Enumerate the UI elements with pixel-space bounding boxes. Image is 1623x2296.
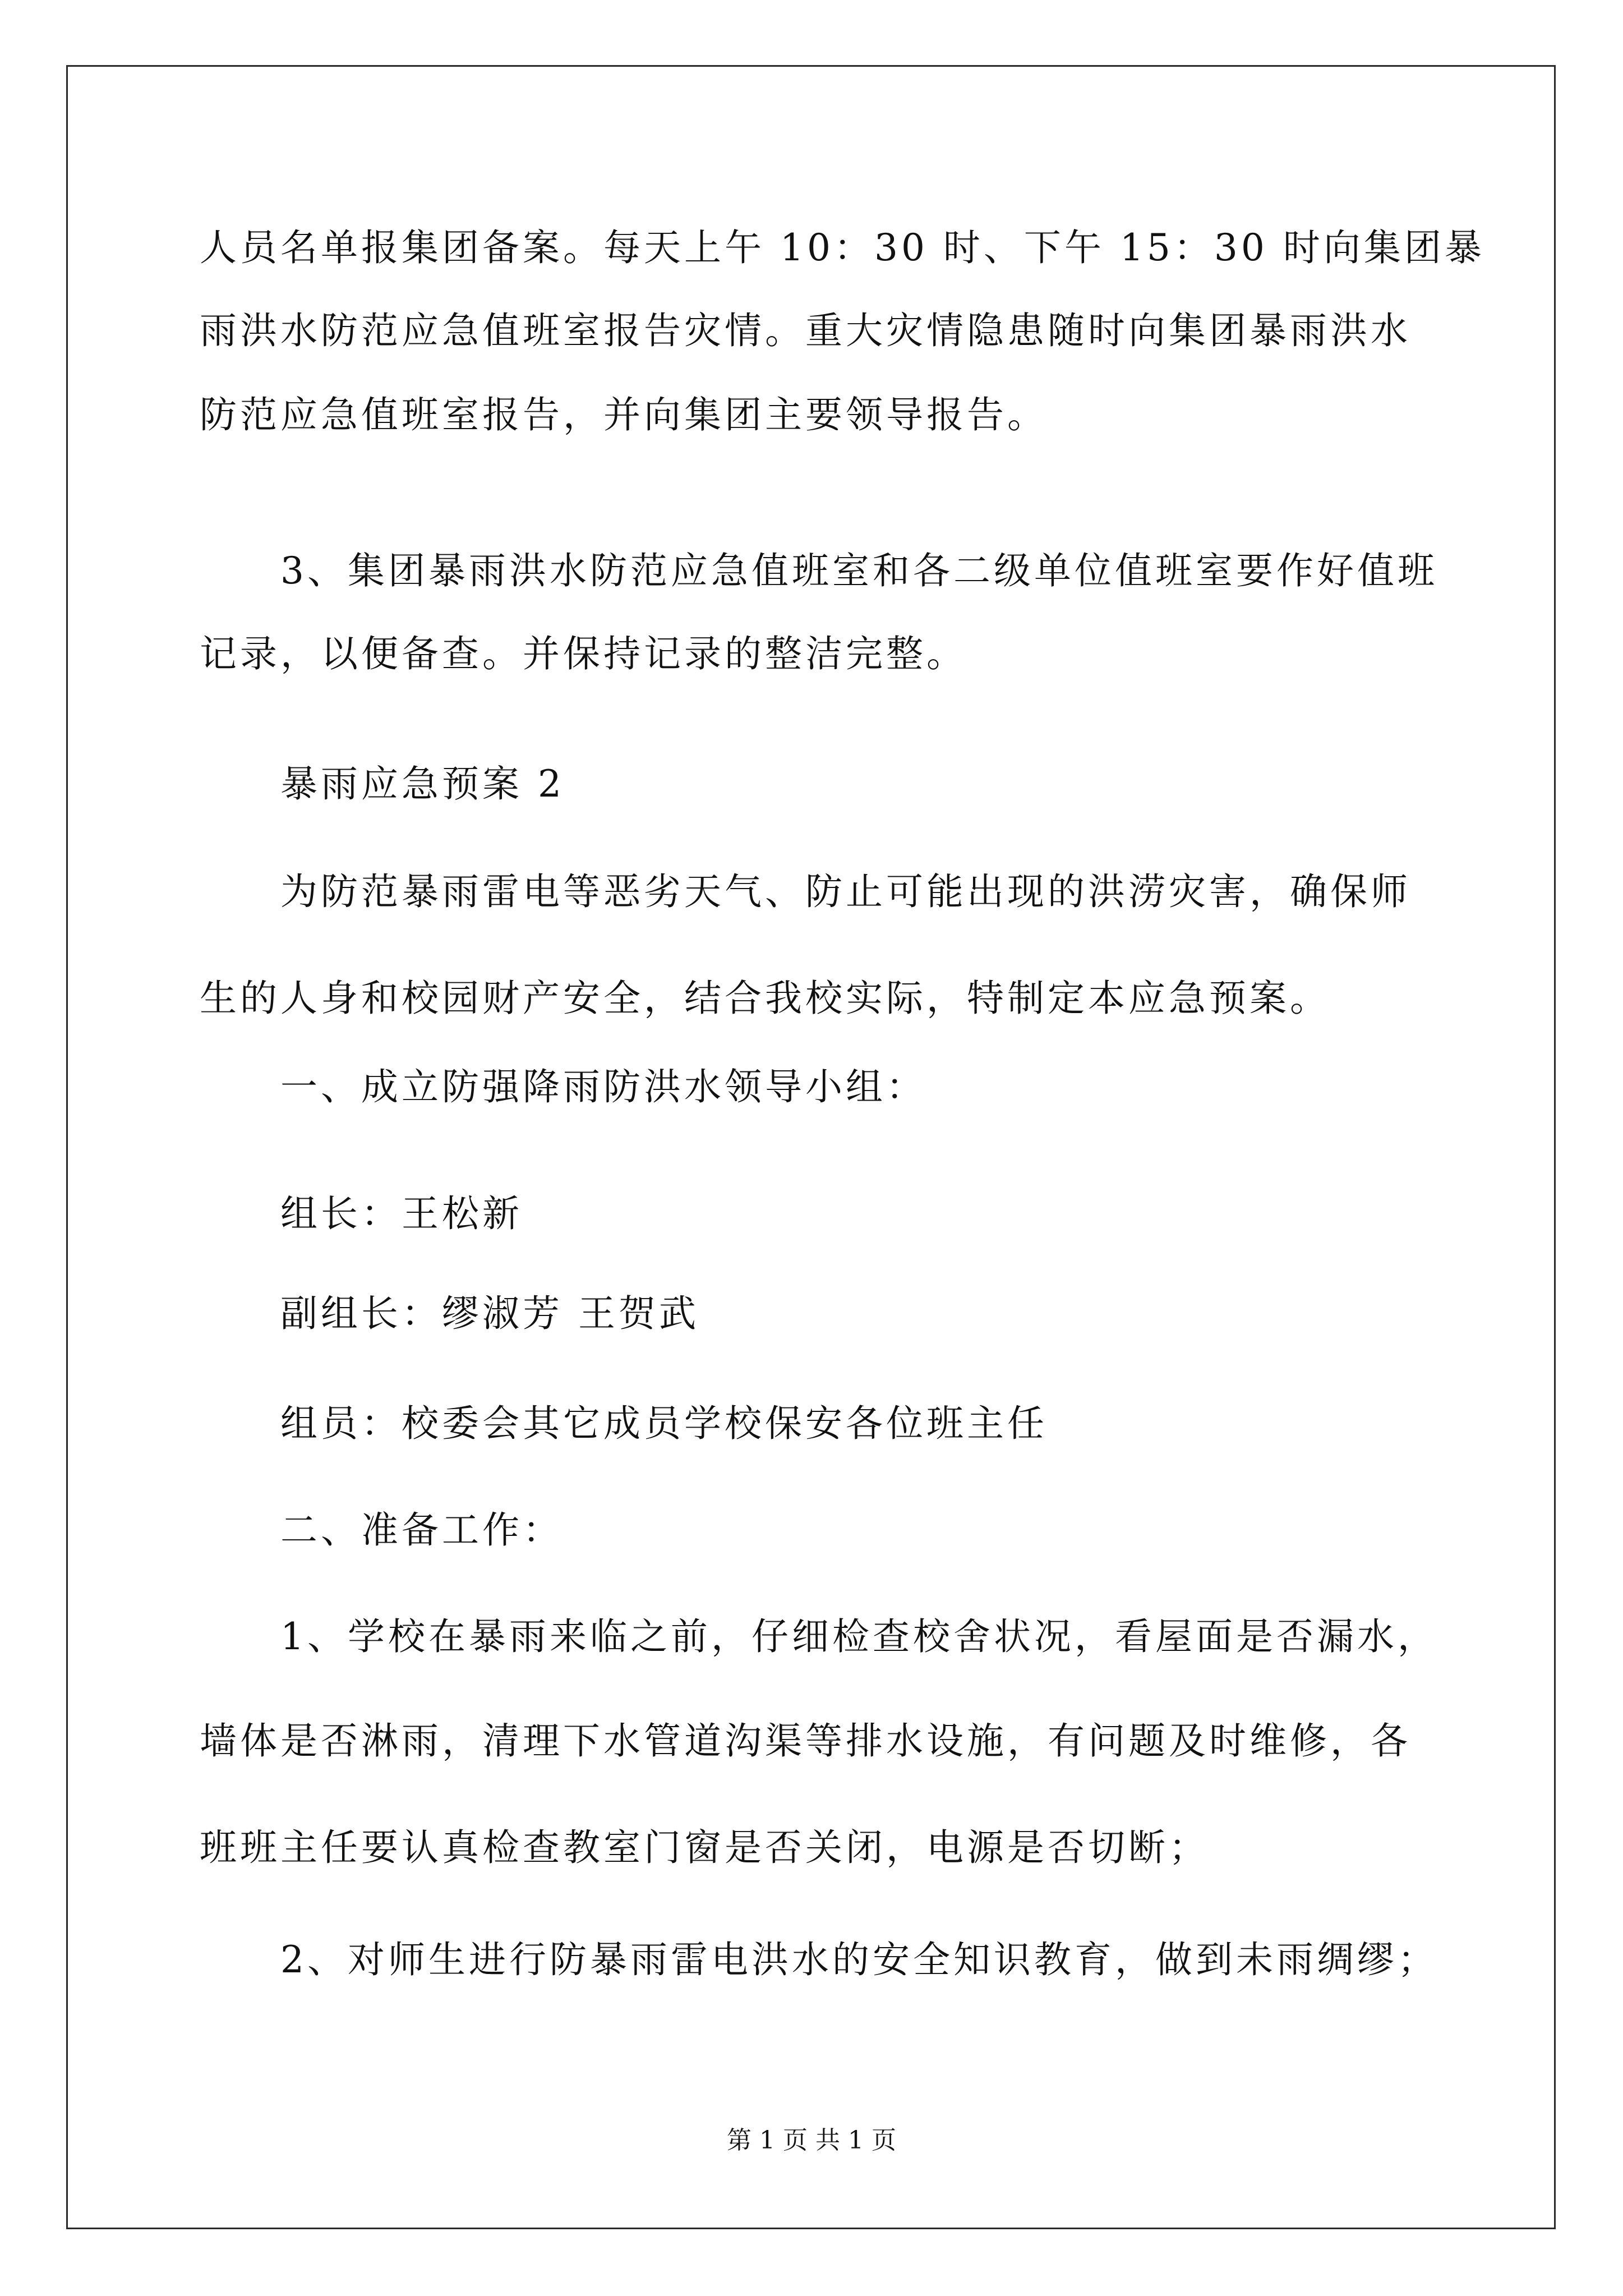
body-line-2: 雨洪水防范应急值班室报告灾情。重大灾情隐患随时向集团暴雨洪水	[200, 309, 1411, 352]
body-line-11: 副组长：缪淑芳 王贺武	[280, 1292, 699, 1335]
body-line-7: 为防范暴雨雷电等恶劣天气、防止可能出现的洪涝灾害，确保师	[280, 870, 1411, 913]
body-line-13: 二、准备工作：	[280, 1508, 563, 1552]
body-line-3: 防范应急值班室报告，并向集团主要领导报告。	[200, 393, 1048, 436]
page-number-footer: 第 1 页 共 1 页	[727, 2126, 896, 2155]
body-line-9: 一、成立防强降雨防洪水领导小组：	[280, 1065, 926, 1108]
body-line-16: 班班主任要认真检查教室门窗是否关闭，电源是否切断；	[200, 1826, 1209, 1869]
body-line-1: 人员名单报集团备案。每天上午 10：30 时、下午 15：30 时向集团暴	[200, 226, 1485, 269]
section-heading: 暴雨应急预案 2	[280, 762, 565, 806]
page-border	[66, 65, 1556, 2229]
body-line-10: 组长：王松新	[280, 1192, 523, 1235]
body-line-15: 墙体是否淋雨，清理下水管道沟渠等排水设施，有问题及时维修，各	[200, 1719, 1411, 1763]
body-line-4: 3、集团暴雨洪水防范应急值班室和各二级单位值班室要作好值班	[280, 549, 1438, 592]
body-line-8: 生的人身和校园财产安全，结合我校实际，特制定本应急预案。	[200, 977, 1330, 1020]
body-line-5: 记录，以便备查。并保持记录的整洁完整。	[200, 632, 967, 675]
body-line-17: 2、对师生进行防暴雨雷电洪水的安全知识教育，做到未雨绸缪；	[280, 1938, 1438, 1981]
body-line-14: 1、学校在暴雨来临之前，仔细检查校舍状况，看屋面是否漏水，	[280, 1615, 1438, 1658]
body-line-12: 组员：校委会其它成员学校保安各位班主任	[280, 1402, 1048, 1445]
